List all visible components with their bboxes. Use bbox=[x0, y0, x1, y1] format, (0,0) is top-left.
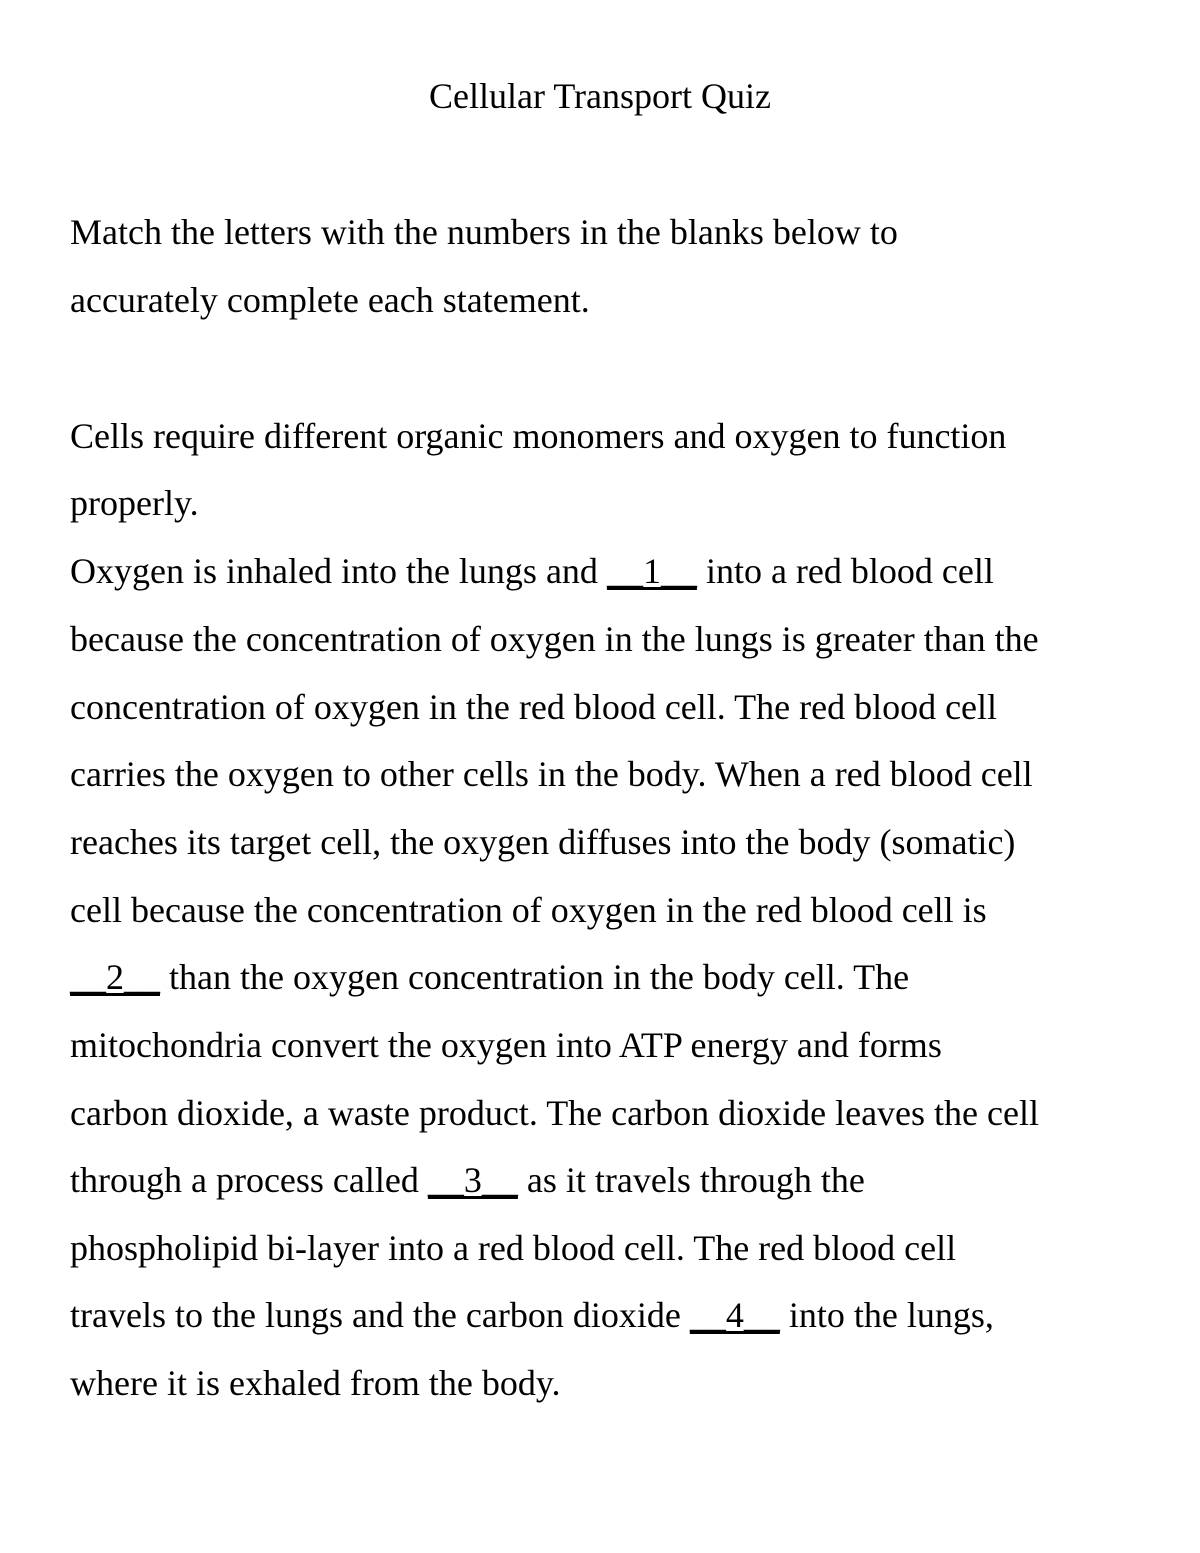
passage-text: into a red blood cell bbox=[696, 551, 994, 591]
passage-line bbox=[70, 1160, 865, 1200]
passage-line: concentration of oxygen in the red blood cell. The red blood cell bbox=[70, 687, 998, 727]
instruction-line: Match the letters with the numbers in the blanks below to bbox=[70, 212, 898, 252]
passage-text: travels to the lungs and the carbon dioxide bbox=[70, 1295, 690, 1335]
passage-text: Oxygen is inhaled into the lungs and bbox=[70, 551, 607, 591]
page-title: Cellular Transport Quiz bbox=[429, 76, 771, 116]
passage-line: because the concentration of oxygen in the lungs is greater than the bbox=[70, 619, 1039, 659]
passage-line: where it is exhaled from the body. bbox=[70, 1363, 561, 1403]
passage-text: than the oxygen concentration in the body cell. The bbox=[160, 957, 910, 997]
passage-line: Cells require different organic monomers and oxygen to function bbox=[70, 416, 1007, 456]
blank-2: __2__ bbox=[70, 957, 160, 997]
passage-line: carries the oxygen to other cells in the body. When a red blood cell bbox=[70, 754, 1033, 794]
passage-line bbox=[70, 551, 994, 591]
passage-text: as it travels through the bbox=[517, 1160, 865, 1200]
passage-line: carbon dioxide, a waste product. The carbon dioxide leaves the cell bbox=[70, 1093, 1039, 1133]
passage-line bbox=[70, 1295, 994, 1335]
passage-text: through a process called bbox=[70, 1160, 428, 1200]
blank-4: __4__ bbox=[689, 1295, 780, 1335]
blank-3: __3__ bbox=[427, 1160, 518, 1200]
passage-line: phospholipid bi-layer into a red blood cell. The red blood cell bbox=[70, 1228, 957, 1268]
passage-line: cell because the concentration of oxygen in the red blood cell is bbox=[70, 890, 987, 930]
passage-line bbox=[70, 957, 909, 997]
blank-1: __1__ bbox=[606, 551, 697, 591]
passage-line: reaches its target cell, the oxygen diffuses into the body (somatic) bbox=[70, 822, 1016, 862]
passage-line: properly. bbox=[70, 483, 199, 523]
passage-line: mitochondria convert the oxygen into ATP energy and forms bbox=[70, 1025, 942, 1065]
instruction-line: accurately complete each statement. bbox=[70, 280, 590, 320]
passage-text: into the lungs, bbox=[779, 1295, 994, 1335]
